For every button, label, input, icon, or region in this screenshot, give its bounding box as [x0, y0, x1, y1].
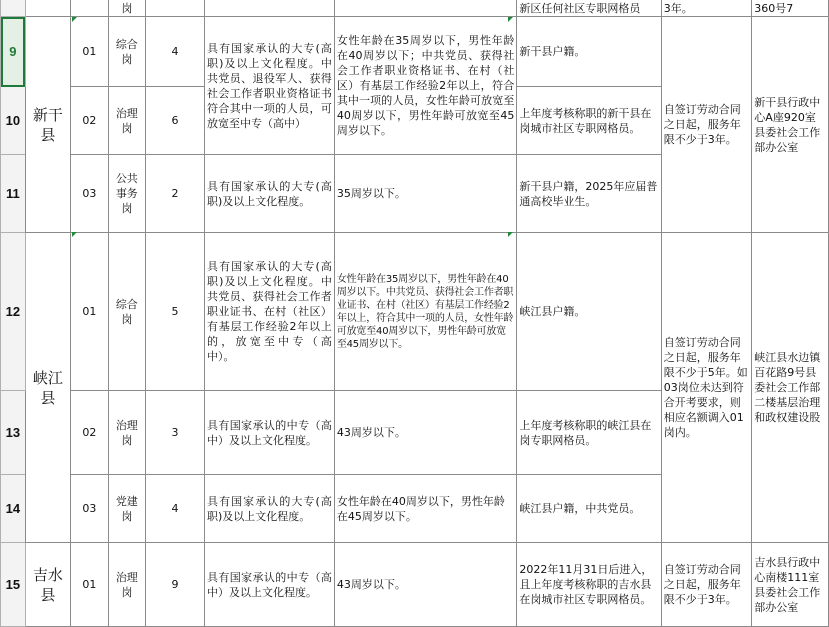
address-cell[interactable]: 峡江县水边镇百花路9号县委社会工作部二楼基层治理和政权建设股: [752, 233, 829, 543]
post-cell[interactable]: 综合岗: [108, 233, 146, 391]
age-cell[interactable]: 女性年龄在40周岁以下，男性年龄在45周岁以下。: [334, 475, 517, 543]
post-cell[interactable]: 党建岗: [108, 475, 146, 543]
seq-cell[interactable]: 02: [71, 87, 108, 155]
table-cell[interactable]: 360号7: [752, 0, 829, 17]
cell-indicator-icon: [508, 232, 513, 237]
table-cell[interactable]: 新区任何社区专职网格员: [517, 0, 661, 17]
cell-indicator-icon: [72, 232, 77, 237]
table-row: [1, 0, 829, 17]
table-cell[interactable]: [71, 0, 108, 17]
table-cell[interactable]: [205, 0, 335, 17]
county-cell[interactable]: 峡江县: [25, 233, 70, 543]
service-cell[interactable]: 自签订劳动合同之日起，服务年限不少于3年。: [661, 17, 752, 233]
post-cell[interactable]: 治理岗: [108, 391, 146, 475]
row-header[interactable]: [1, 0, 26, 17]
education-cell[interactable]: 具有国家承认的大专(高职)及以上文化程度。中共党员、获得社会工作者职业证书、在村（社区）有基层工作经验2年以上的，放宽至中专（高中）。: [205, 233, 335, 391]
other-cell[interactable]: 2022年11月31日后进入，且上年度考核称职的吉水县在岗城市社区专职网格员。: [517, 543, 661, 627]
row-header[interactable]: 11: [1, 155, 26, 233]
row-header[interactable]: 13: [1, 391, 26, 475]
row-header[interactable]: 10: [1, 87, 26, 155]
count-cell[interactable]: 4: [146, 17, 205, 87]
post-cell[interactable]: 治理岗: [108, 87, 146, 155]
age-cell[interactable]: 女性年龄在35周岁以下，男性年龄在40周岁以下。中共党员、获得社会工作者职业证书、在村（社区）有基层工作经验2年以上，符合其中一项的人员，女性年龄可放宽至40周岁以下，男性年龄可放宽至45周岁以下。: [334, 233, 517, 391]
education-cell[interactable]: 具有国家承认的中专（高中）及以上文化程度。: [205, 543, 335, 627]
post-cell[interactable]: 公共事务岗: [108, 155, 146, 233]
seq-cell[interactable]: 01: [71, 17, 108, 87]
other-cell[interactable]: 上年度考核称职的新干县在岗城市社区专职网格员。: [517, 87, 661, 155]
address-cell[interactable]: 新干县行政中心A座920室县委社会工作部办公室: [752, 17, 829, 233]
address-cell[interactable]: 吉水县行政中心南楼111室县委社会工作部办公室: [752, 543, 829, 627]
age-cell[interactable]: 43周岁以下。: [334, 543, 517, 627]
row-header[interactable]: 14: [1, 475, 26, 543]
education-cell[interactable]: 具有国家承认的中专（高中）及以上文化程度。: [205, 391, 335, 475]
other-cell[interactable]: 峡江县户籍。: [517, 233, 661, 391]
post-cell[interactable]: 治理岗: [108, 543, 146, 627]
cell-indicator-icon: [72, 17, 77, 22]
seq-cell[interactable]: 01: [71, 543, 108, 627]
county-cell[interactable]: 新干县: [25, 17, 70, 233]
table-row: [1, 17, 829, 87]
count-cell[interactable]: 5: [146, 233, 205, 391]
other-cell[interactable]: 上年度考核称职的峡江县在岗专职网格员。: [517, 391, 661, 475]
count-cell[interactable]: 2: [146, 155, 205, 233]
education-cell[interactable]: 具有国家承认的大专(高职)及以上文化程度。: [205, 475, 335, 543]
count-cell[interactable]: 9: [146, 543, 205, 627]
other-cell[interactable]: 新干县户籍，2025年应届普通高校毕业生。: [517, 155, 661, 233]
row-header[interactable]: 12: [1, 233, 26, 391]
cell-indicator-icon: [508, 17, 513, 22]
other-cell[interactable]: 峡江县户籍，中共党员。: [517, 475, 661, 543]
table-cell[interactable]: [334, 0, 517, 17]
table-cell[interactable]: 岗: [108, 0, 146, 17]
education-cell[interactable]: 具有国家承认的大专(高职)及以上文化程度。中共党员、退役军人、获得社会工作者职业资格证书符合其中一项的人员，可放宽至中专（高中）: [205, 17, 335, 155]
county-cell[interactable]: 吉水县: [25, 543, 70, 627]
seq-cell[interactable]: 03: [71, 155, 108, 233]
age-cell[interactable]: 43周岁以下。: [334, 391, 517, 475]
table-row: [1, 543, 829, 627]
service-cell[interactable]: 自签订劳动合同之日起，服务年限不少于5年。如03岗位未达到符合开考要求，则相应名额调入01岗内。: [661, 233, 752, 543]
service-cell[interactable]: 自签订劳动合同之日起，服务年限不少于3年。: [661, 543, 752, 627]
age-cell[interactable]: 女性年龄在35周岁以下，男性年龄在40周岁以下；中共党员、获得社会工作者职业资格证书、在村（社区）有基层工作经验2年以上，符合其中一项的人员，女性年龄可放宽至40周岁以下，男性年龄可放宽至45周岁以下。: [334, 17, 517, 155]
count-cell[interactable]: 4: [146, 475, 205, 543]
table-cell[interactable]: 3年。: [661, 0, 752, 17]
post-cell[interactable]: 综合岗: [108, 17, 146, 87]
seq-cell[interactable]: 01: [71, 233, 108, 391]
count-cell[interactable]: 6: [146, 87, 205, 155]
table-row: [1, 233, 829, 391]
seq-cell[interactable]: 03: [71, 475, 108, 543]
count-cell[interactable]: 3: [146, 391, 205, 475]
row-header[interactable]: 9: [1, 17, 26, 87]
table-cell[interactable]: [25, 0, 70, 17]
age-cell[interactable]: 35周岁以下。: [334, 155, 517, 233]
other-cell[interactable]: 新干县户籍。: [517, 17, 661, 87]
table-cell[interactable]: [146, 0, 205, 17]
seq-cell[interactable]: 02: [71, 391, 108, 475]
row-header[interactable]: 15: [1, 543, 26, 627]
education-cell[interactable]: 具有国家承认的大专(高职)及以上文化程度。: [205, 155, 335, 233]
